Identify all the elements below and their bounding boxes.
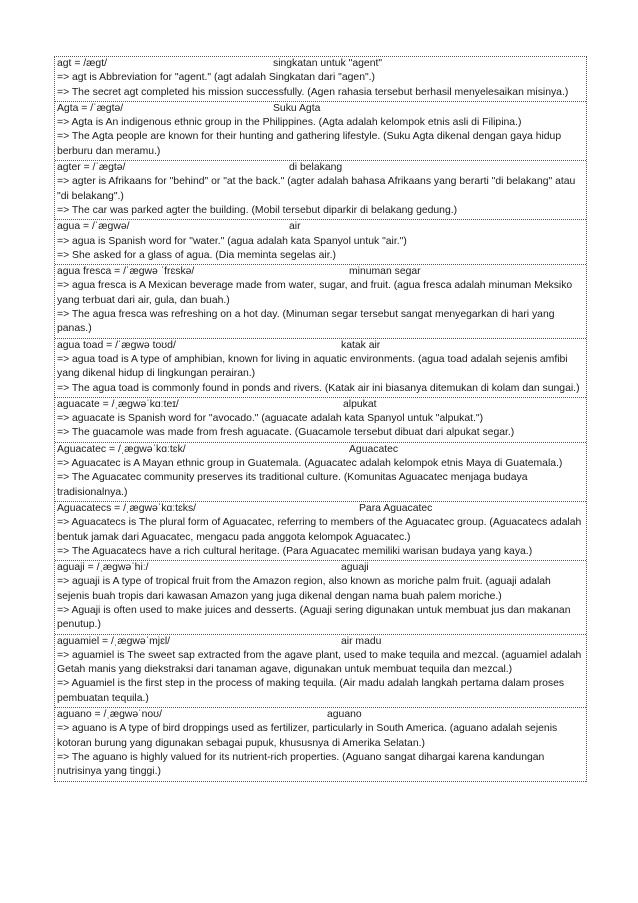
entry-heading: [57, 220, 584, 234]
entry-term: aguacate = /ˌægwəˈkɑːteɪ/: [57, 398, 179, 410]
entry-term: agter = /ˈægtə/: [57, 162, 126, 174]
entry-term: agua fresca = /ˈægwə ˈfrɛskə/: [57, 266, 195, 278]
entry-heading: [57, 339, 584, 353]
entry-term: agt = /ægt/: [57, 58, 107, 69]
entry-translation: Suku Agta: [273, 102, 321, 114]
entry-definition: => agt is Abbreviation for "agent." (agt adalah Singkatan dari "agen".): [57, 72, 376, 84]
entry-term: Aguacatec = /ˌægwəˈkɑːtɛk/: [57, 443, 186, 455]
entry-example: => Aguaji is often used to make juices and desserts. (Aguaji sering digunakan untuk membuat jus dan makanan penutup.): [57, 604, 571, 631]
entry-example: => The Agta people are known for their hunting and gathering lifestyle. (Suku Agta dikenal dengan gaya hidup berburu dan meramu.): [57, 131, 562, 157]
entry-translation: aguano: [327, 709, 362, 721]
entry-definition: => Aguacatec is A Mayan ethnic group in Guatemala. (Aguacatec adalah kelompok etnis Maya di Guatemala.): [57, 458, 563, 470]
entry-term: aguaji = /ˌægwəˈhiː/: [57, 562, 149, 574]
entry-definition: => aguaji is A type of tropical fruit from the Amazon region, also known as moriche palm fruit. (aguaji adalah sejenis buah tropis dari kawasan Amazon yang juga dikenal dengan nama buah palem moriche.): [57, 576, 551, 602]
entry-block: [55, 708, 586, 781]
entry-translation: Aguacatec: [349, 443, 399, 455]
entry-example: => The agua toad is commonly found in ponds and rivers. (Katak air ini biasanya ditemukan di kolam dan sungai.): [57, 382, 580, 394]
entry-heading: [57, 635, 584, 649]
entry-example: => She asked for a glass of agua. (Dia meminta segelas air.): [57, 249, 336, 261]
entry-block: [55, 161, 586, 220]
entry-definition: => agua is Spanish word for "water." (agua adalah kata Spanyol untuk "air."): [57, 235, 407, 247]
entry-heading: [57, 398, 584, 412]
entry-definition: => agua toad is A type of amphibian, known for living in aquatic environments. (agua toad adalah sejenis amfibi yang dikenal hidup di lingkungan perairan.): [57, 353, 568, 380]
entry-heading: [57, 708, 584, 722]
entry-definition: => agter is Afrikaans for "behind" or "at the back." (agter adalah bahasa Afrikaans yang berarti "di belakang" atau "di belakang".): [57, 176, 576, 202]
entry-example: => The car was parked agter the building. (Mobil tersebut diparkir di belakang gedung.): [57, 204, 458, 216]
entry-block: [55, 561, 586, 634]
entry-translation: alpukat: [343, 398, 377, 410]
entry-block: [55, 635, 586, 708]
entry-heading: [57, 443, 584, 457]
entry-term: agua = /ˈægwə/: [57, 221, 130, 233]
entry-block: [55, 398, 586, 443]
entry-example: => The Aguacatec community preserves its traditional culture. (Komunitas Aguacatec menjaga budaya tradisionalnya.): [57, 472, 528, 498]
entry-translation: aguaji: [341, 562, 369, 574]
entry-translation: singkatan untuk "agent": [273, 58, 383, 69]
entry-example: => Aguamiel is the first step in the process of making tequila. (Air madu adalah langkah pertama dalam proses pembuatan tequila.): [57, 678, 565, 704]
entry-translation: minuman segar: [349, 266, 421, 278]
entry-block: [55, 57, 586, 102]
entry-block: [55, 220, 586, 265]
entry-example: => The secret agt completed his mission successfully. (Agen rahasia tersebut berhasil menyelesaikan misinya.): [57, 86, 569, 98]
entry-block: [55, 102, 586, 161]
entry-heading: [57, 161, 584, 175]
entry-block: [55, 502, 586, 561]
entry-block: [55, 339, 586, 398]
entry-translation: air: [289, 221, 301, 233]
entry-translation: Para Aguacatec: [359, 502, 433, 514]
entry-definition: => Agta is An indigenous ethnic group in the Philippines. (Agta adalah kelompok etnis asli di Filipina.): [57, 117, 522, 129]
entry-example: => The Aguacatecs have a rich cultural heritage. (Para Aguacatec memiliki warisan budaya yang kaya.): [57, 545, 533, 557]
entry-term: aguano = /ˌægwəˈnoʊ/: [57, 709, 162, 721]
entry-heading: [57, 561, 584, 575]
entry-definition: => aguamiel is The sweet sap extracted from the agave plant, used to make tequila and mezcal. (aguamiel adalah Getah manis yang diekstraksi dari tanaman agave, digunakan untuk membuat tequila dan mezcal.): [57, 649, 582, 676]
entry-example: => The guacamole was made from fresh aguacate. (Guacamole tersebut dibuat dari alpukat segar.): [57, 427, 515, 439]
entry-term: agua toad = /ˈægwə toʊd/: [57, 339, 176, 351]
entry-heading: [57, 57, 584, 71]
entry-translation: katak air: [341, 339, 381, 351]
entry-definition: => Aguacatecs is The plural form of Aguacatec, referring to members of the Aguacatec group. (Aguacatecs adalah bentuk jamak dari Aguacatec, mengacu pada anggota kelompok Aguacatec.): [57, 517, 582, 543]
entry-definition: => aguano is A type of bird droppings used as fertilizer, particularly in South America. (aguano adalah sejenis kotoran burung yang digunakan sebagai pupuk, khususnya di Amerika Selatan.): [57, 723, 558, 749]
entry-heading: [57, 102, 584, 116]
entry-heading: [57, 265, 584, 279]
entry-term: Agta = /ˈægtə/: [57, 102, 124, 114]
entry-definition: => aguacate is Spanish word for "avocado." (aguacate adalah kata Spanyol untuk "alpukat."): [57, 413, 484, 425]
entry-example: => The aguano is highly valued for its nutrient-rich properties. (Aguano sangat dihargai karena kandungan nutrisinya yang tinggi.): [57, 751, 545, 778]
entry-example: => The agua fresca was refreshing on a hot day. (Minuman segar tersebut sangat menyegarkan di hari yang panas.): [57, 309, 555, 335]
entry-block: [55, 443, 586, 502]
entry-block: [55, 265, 586, 338]
entry-translation: air madu: [341, 635, 382, 647]
entry-definition: => agua fresca is A Mexican beverage made from water, sugar, and fruit. (agua fresca adalah minuman Meksiko yang terbuat dari air, gula, dan buah.): [57, 280, 573, 306]
dictionary-sheet: [54, 56, 587, 782]
entry-term: Aguacatecs = /ˌægwəˈkɑːtɛks/: [57, 502, 197, 514]
entry-heading: [57, 502, 584, 516]
entry-translation: di belakang: [289, 162, 343, 174]
entry-term: aguamiel = /ˌægwəˈmjɛl/: [57, 635, 171, 647]
